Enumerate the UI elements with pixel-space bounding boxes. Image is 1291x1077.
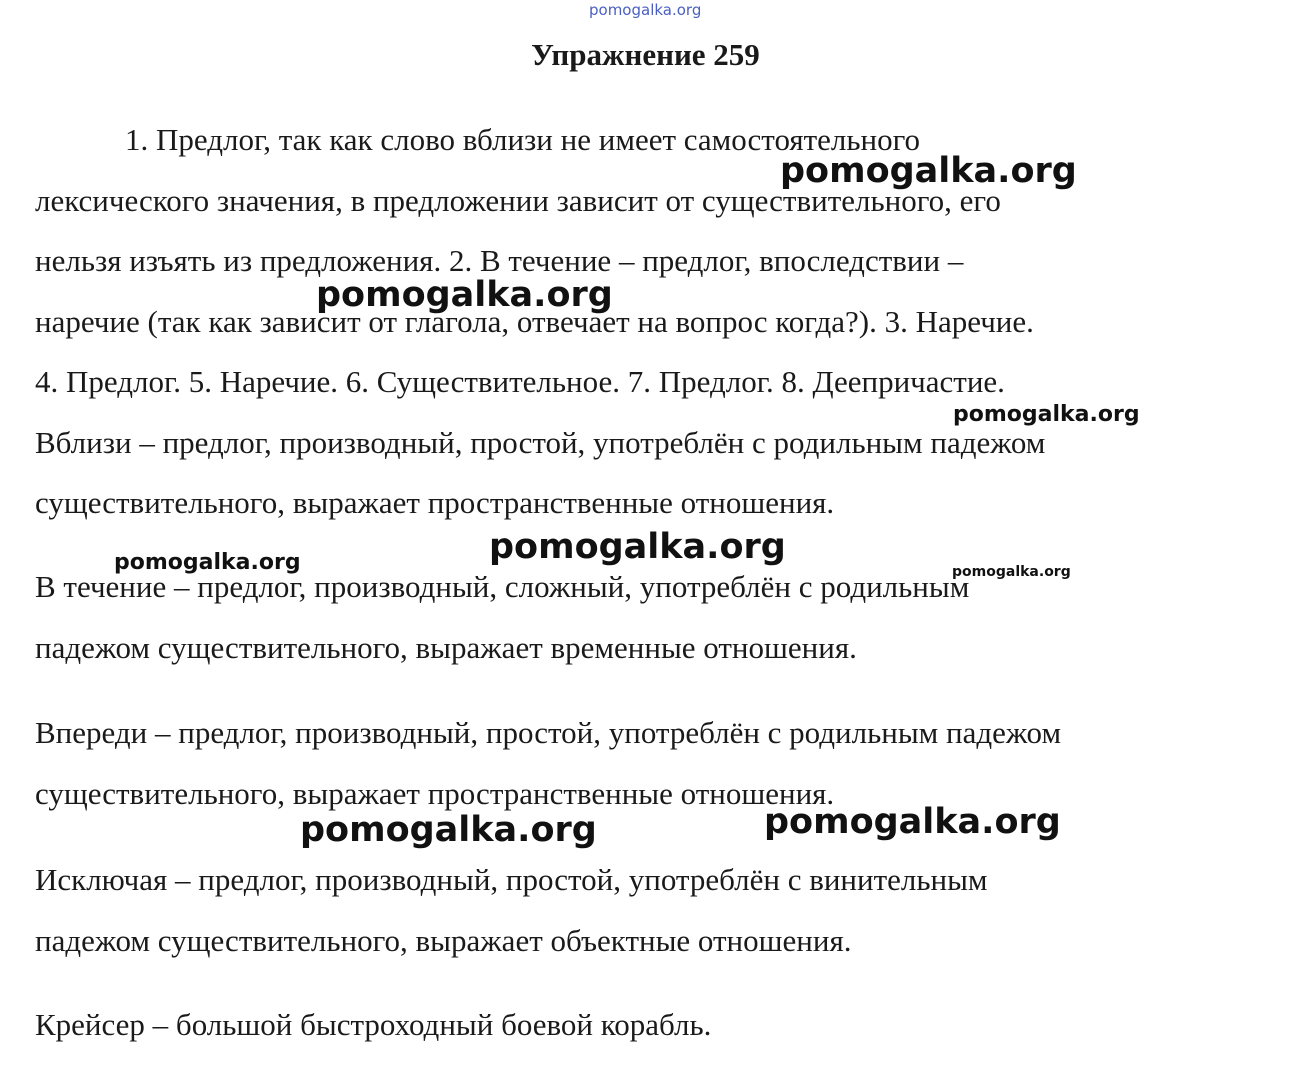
text-line: нельзя изъять из предложения. 2. В течение – предлог, впоследствии – [35,243,964,278]
text-line: наречие (так как зависит от глагола, отвечает на вопрос когда?). 3. Наречие. [35,303,1034,339]
paragraph-2 [35,557,1265,678]
watermark-top: pomogalka.org [589,1,702,19]
watermark-3: pomogalka.org [953,402,1140,427]
text-line: 1. Предлог, так как слово вблизи не имеет самостоятельного [125,122,921,157]
paragraph-4 [35,850,1265,971]
text-line: В течение – предлог, производный, сложный, употреблён с родильным [35,569,970,604]
watermark-5: pomogalka.org [114,550,301,575]
text-line: падежом существительного, выражает объектные отношения. [35,922,852,958]
text-line: Впереди – предлог, производный, простой, употреблён с родильным падежом [35,715,1062,750]
text-line: Исключая – предлог, производный, простой, употреблён с винительным [35,862,988,897]
text-line: Вблизи – предлог, производный, простой, употреблён с родильным падежом [35,424,1046,460]
watermark-2: pomogalka.org [316,275,613,315]
text-line: падежом существительного, выражает временные отношения. [35,629,857,665]
page-title: Упражнение 259 [531,37,760,72]
watermark-6: pomogalka.org [952,564,1071,580]
watermark-4: pomogalka.org [489,527,786,567]
text-line: Крейсер – большой быстроходный боевой корабль. [35,1007,712,1042]
watermark-7: pomogalka.org [300,810,597,850]
paragraph-1 [35,110,1265,534]
paragraph-3 [35,703,1265,824]
watermark-8: pomogalka.org [764,802,1061,842]
text-line: лексического значения, в предложении зависит от существительного, его [35,182,1001,218]
watermark-1: pomogalka.org [780,151,1077,191]
text-line: существительного, выражает пространственные отношения. [35,775,835,811]
paragraph-5 [35,995,1265,1056]
text-line: существительного, выражает пространственные отношения. [35,485,835,520]
text-line: 4. Предлог. 5. Наречие. 6. Существительное. 7. Предлог. 8. Деепричастие. [35,364,1005,399]
